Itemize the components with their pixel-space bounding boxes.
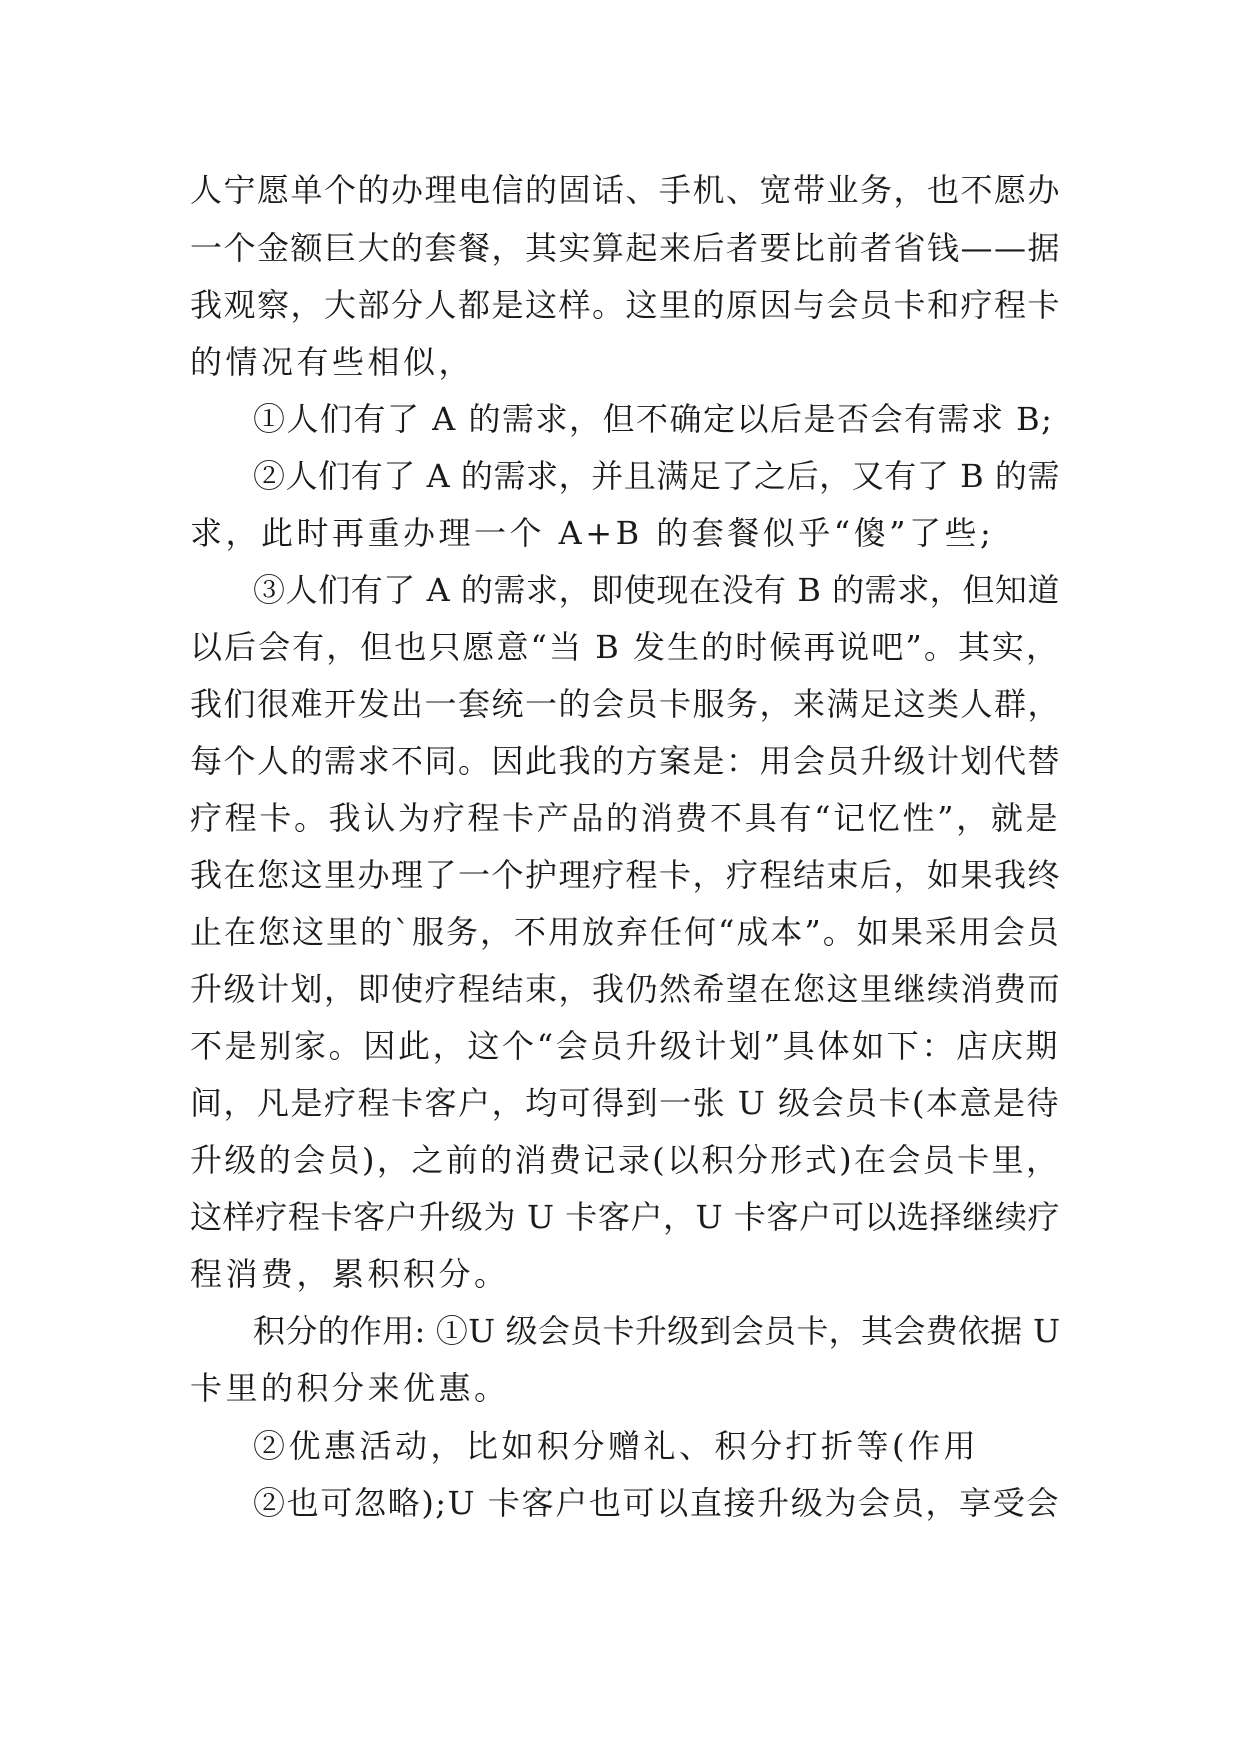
text-line: 这样疗程卡客户升级为 U 卡客户，U 卡客户可以选择继续疗	[190, 1198, 1060, 1236]
text-line: 升级计划，即使疗程结束，我仍然希望在您这里继续消费而	[190, 970, 1062, 1008]
text-line: ③人们有了 A 的需求，即使现在没有 B 的需求，但知道	[253, 571, 1060, 609]
text-line: 升级的会员)，之前的消费记录(以积分形式)在会员卡里，	[190, 1141, 1060, 1179]
text-line: 求，此时再重办理一个 A+B 的套餐似乎“傻”了些;	[190, 514, 995, 552]
text-line: 卡里的积分来优惠。	[190, 1369, 510, 1407]
text-line: 疗程卡。我认为疗程卡产品的消费不具有“记忆性”，就是	[190, 799, 1060, 837]
text-line: 止在您这里的`服务，不用放弃任何“成本”。如果采用会员	[190, 913, 1061, 951]
text-line: ②人们有了 A 的需求，并且满足了之后，又有了 B 的需	[253, 457, 1060, 495]
text-line: 的情况有些相似，	[190, 343, 475, 381]
text-line: 我们很难开发出一套统一的会员卡服务，来满足这类人群，	[190, 685, 1062, 723]
text-line: 每个人的需求不同。因此我的方案是：用会员升级计划代替	[190, 742, 1062, 780]
text-line: 我在您这里办理了一个护理疗程卡，疗程结束后，如果我终	[190, 856, 1062, 894]
text-line: 积分的作用: ①U 级会员卡升级到会员卡，其会费依据 U	[253, 1312, 1060, 1350]
text-line: 不是别家。因此，这个“会员升级计划”具体如下：店庆期	[190, 1027, 1060, 1065]
text-line: 以后会有，但也只愿意“当 B 发生的时候再说吧”。其实，	[190, 628, 1060, 666]
text-line: 我观察，大部分人都是这样。这里的原因与会员卡和疗程卡	[190, 286, 1062, 324]
text-line: 一个金额巨大的套餐，其实算起来后者要比前者省钱——据	[190, 229, 1062, 267]
text-line: 程消费，累积积分。	[190, 1255, 510, 1293]
text-line: 人宁愿单个的办理电信的固话、手机、宽带业务，也不愿办	[190, 171, 1062, 209]
text-line: ②也可忽略);U 卡客户也可以直接升级为会员，享受会	[253, 1484, 1060, 1522]
text-line: 间，凡是疗程卡客户，均可得到一张 U 级会员卡(本意是待	[190, 1084, 1060, 1122]
text-line: ①人们有了 A 的需求，但不确定以后是否会有需求 B;	[253, 400, 1054, 438]
text-line: ②优惠活动，比如积分赠礼、积分打折等(作用	[253, 1427, 979, 1465]
